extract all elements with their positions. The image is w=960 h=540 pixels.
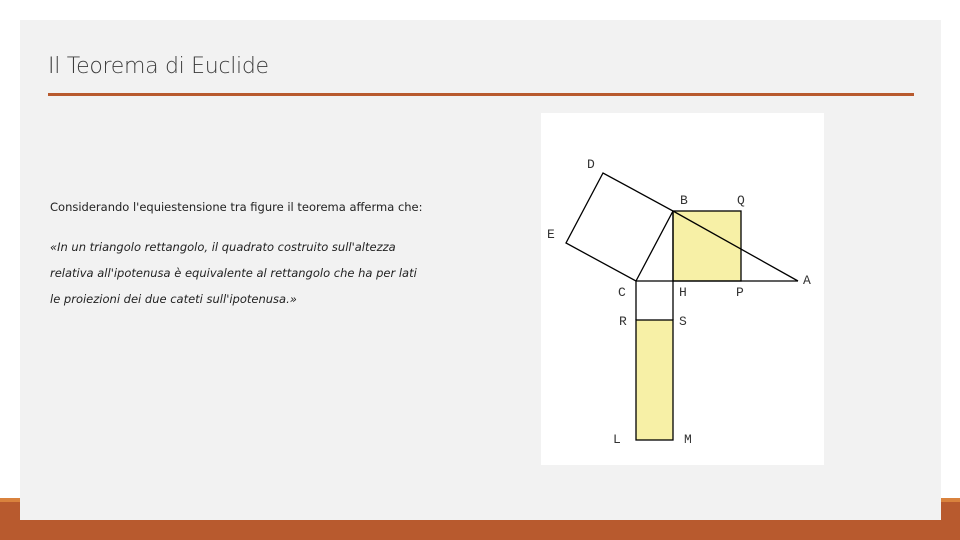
label-h: H xyxy=(679,285,687,300)
label-s: S xyxy=(679,314,687,329)
intro-text: Considerando l'equiestensione tra figure il teorema afferma che: xyxy=(50,200,423,214)
label-q: Q xyxy=(737,193,745,208)
rectangle-rsml xyxy=(636,320,673,440)
label-d: D xyxy=(587,157,595,172)
label-a: A xyxy=(803,273,811,288)
slide xyxy=(20,20,941,520)
label-r: R xyxy=(619,314,627,329)
theorem-quote xyxy=(50,234,420,312)
diagram-svg xyxy=(541,113,824,465)
title-divider xyxy=(48,93,914,96)
square-cbde xyxy=(566,173,673,281)
label-m: M xyxy=(684,432,692,447)
label-e: E xyxy=(547,227,555,242)
quote-line: relativa all'ipotenusa è equivalente al rettangolo che ha per lati xyxy=(50,266,417,280)
square-bqph xyxy=(673,211,741,281)
label-c: C xyxy=(618,285,626,300)
euclid-diagram xyxy=(541,113,824,465)
quote-line: «In un triangolo rettangolo, il quadrato costruito sull'altezza xyxy=(50,240,396,254)
label-p: P xyxy=(736,285,744,300)
label-b: B xyxy=(680,193,688,208)
quote-line: le proiezioni dei due cateti sull'ipotenusa.» xyxy=(50,292,297,306)
label-l: L xyxy=(613,432,621,447)
slide-title: Il Teorema di Euclide xyxy=(48,54,269,79)
